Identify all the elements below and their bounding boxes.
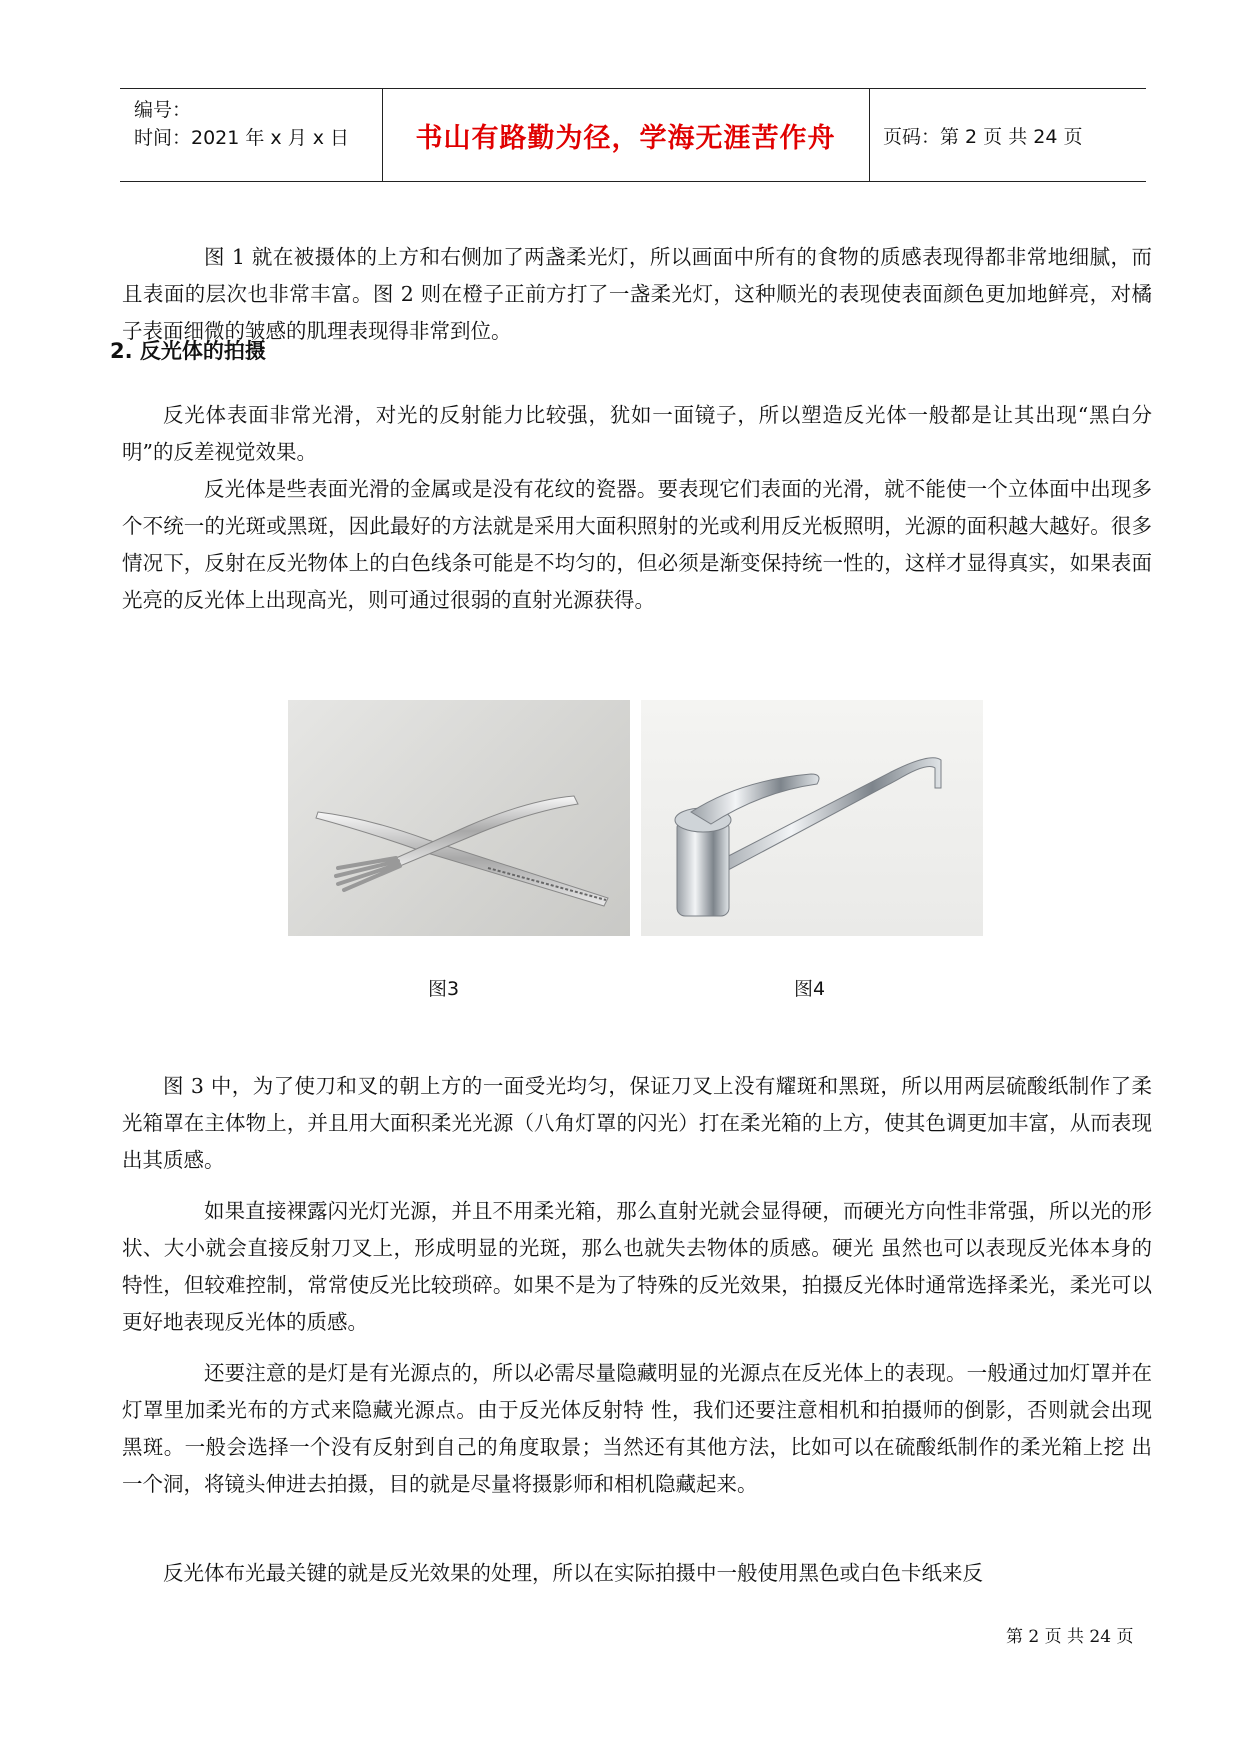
paragraph-reflective-detail: 反光体是些表面光滑的金属或是没有花纹的瓷器。要表现它们表面的光滑，就不能使一个立体面中出现多个不统一的光斑或黑斑，因此最好的方法就是采用大面积照射的光或利用反光板照明，光源的面积越大越好。很多情况下，反射在反光物体上的白色线条可能是不均匀的，但必须是渐变保持统一性的，这样才显得真实，如果表面光亮的反光体上出现高光，则可通过很弱的直射光源获得。: [122, 477, 1152, 612]
figure-4-faucet-photo: [641, 700, 983, 936]
paragraph-fig1-fig2: 图 1 就在被摄体的上方和右侧加了两盏柔光灯，所以画面中所有的食物的质感表现得都非常地细腻，而且表面的层次也非常丰富。图 2 则在橙子正前方打了一盏柔光灯，这种顺光的表现使表面颜色更加地鲜亮，对橘子表面细微的皱感的肌理表现得非常到位。: [122, 245, 1152, 343]
faucet-illustration: [641, 700, 983, 936]
document-number-label: 编号：: [134, 99, 192, 121]
page-footer: 第 2 页 共 24 页: [1006, 1627, 1134, 1647]
paragraph-fig3-explanation: 图 3 中，为了使刀和叉的朝上方的一面受光均匀，保证刀叉上没有耀斑和黑斑，所以用两层硫酸纸制作了柔光箱罩在主体物上，并且用大面积柔光光源（八角灯罩的闪光）打在柔光箱的上方，使其色调更加丰富，从而表现出其质感。: [122, 1074, 1152, 1172]
knife-fork-illustration: [288, 700, 630, 936]
paragraph-reflective-intro: 反光体表面非常光滑，对光的反射能力比较强，犹如一面镜子，所以塑造反光体一般都是让其出现“黑白分明”的反差视觉效果。: [122, 403, 1152, 464]
header-motto-cell: [382, 89, 870, 181]
header-motto: 书山有路勤为径，学海无涯苦作舟: [415, 122, 836, 154]
header-meta-cell: [120, 89, 383, 181]
document-time-label: 时间：2021 年 x 月 x 日: [134, 127, 350, 149]
header-page-cell: [869, 89, 1146, 181]
paragraph-hide-light-source: 还要注意的是灯是有光源点的，所以必需尽量隐藏明显的光源点在反光体上的表现。一般通过加灯罩并在灯罩里加柔光布的方式来隐藏光源点。由于反光体反射特 性，我们还要注意相机和拍摄师的倒影，否则就会出现黑斑。一般会选择一个没有反射到自己的角度取景；当然还有其他方法，比如可以在硫酸纸制作的柔光箱上挖 出一个洞，将镜头伸进去拍摄，目的就是尽量将摄影师和相机隐藏起来。: [122, 1361, 1152, 1496]
section-heading: 2. 反光体的拍摄: [110, 339, 266, 363]
header-page-info: 页码：第 2 页 共 24 页: [883, 125, 1083, 148]
figure-4-caption: 图4: [794, 978, 826, 1000]
paragraph-reflection-handling: 反光体布光最关键的就是反光效果的处理，所以在实际拍摄中一般使用黑色或白色卡纸来反: [163, 1561, 983, 1585]
document-header: [120, 88, 1146, 182]
paragraph-hard-vs-soft-light: 如果直接裸露闪光灯光源，并且不用柔光箱，那么直射光就会显得硬，而硬光方向性非常强，所以光的形状、大小就会直接反射刀叉上，形成明显的光斑，那么也就失去物体的质感。硬光 虽然也可以表现反光体本身的特性，但较难控制，常常使反光比较琐碎。如果不是为了特殊的反光效果，拍摄反光体时通常选择柔光，柔光可以更好地表现反光体的质感。: [122, 1199, 1152, 1334]
figure-3-knife-fork-photo: [288, 700, 630, 936]
figure-3-caption: 图3: [428, 978, 460, 1000]
